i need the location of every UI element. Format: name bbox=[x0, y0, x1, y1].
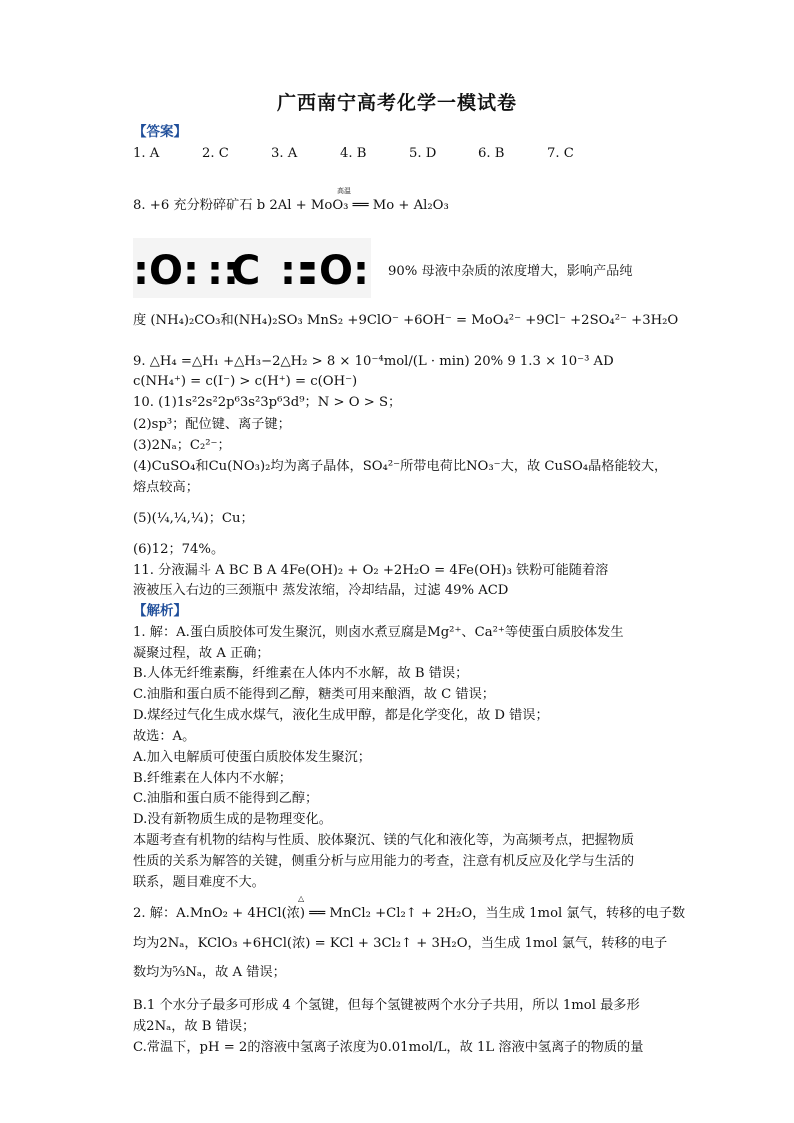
q8-line-2: 度 (NH₄)₂CO₃和(NH₄)₂SO₃ MnS₂ +9ClO⁻ +6OH⁻ = MoO₄²⁻ +9Cl⁻ +2SO₄²⁻ +3H₂O bbox=[133, 313, 679, 328]
analysis-2-line: 2. 解：A.MnO₂ + 4HCl(浓) ══ MnCl₂ +Cl₂↑ + 2H₂O，当生成 1mol 氯气，转移的电子数 bbox=[133, 906, 686, 921]
lewis-o-left: :O: bbox=[133, 248, 199, 294]
analysis-1-line: 联系，题目难度不大。 bbox=[133, 875, 265, 890]
lewis-o-right: :O: bbox=[303, 248, 369, 294]
q8-purity-note: 90% 母液中杂质的浓度增大，影响产品纯 bbox=[388, 264, 633, 279]
analysis-1-line: C.油脂和蛋白质不能得到乙醇，糖类可用来酿酒，故 C 错误； bbox=[133, 687, 495, 702]
q10-line: (4)CuSO₄和Cu(NO₃)₂均为离子晶体，SO₄²⁻所带电荷比NO₃⁻大，故 CuSO₄晶格能较大， bbox=[133, 459, 668, 474]
analysis-2-line: 数均为⁵⁄₃Nₐ，故 A 错误； bbox=[133, 965, 286, 980]
q8-reaction-condition: 高温 bbox=[337, 187, 351, 195]
q10-line: (5)(¼,¼,¼)；Cu； bbox=[133, 511, 254, 526]
analysis-2-line: B.1 个水分子最多可形成 4 个氢键，但每个氢键被两个水分子共用，所以 1mol 最多形 bbox=[133, 998, 640, 1013]
analysis-1-line: C.油脂和蛋白质不能得到乙醇； bbox=[133, 791, 319, 806]
analysis-1-line: D.没有新物质生成的是物理变化。 bbox=[133, 812, 332, 827]
answer-item: 1. A bbox=[133, 146, 160, 161]
q10-line: 熔点较高； bbox=[133, 480, 199, 495]
q10-line: 10. (1)1s²2s²2p⁶3s²3p⁶3d⁹；N > O > S； bbox=[133, 395, 402, 410]
analysis-2-line: C.常温下，pH = 2的溶液中氢离子浓度为0.01mol/L，故 1L 溶液中氢离子的物质的量 bbox=[133, 1040, 644, 1055]
analysis-1-line: B.纤维素在人体内不水解； bbox=[133, 771, 292, 786]
answer-item: 6. B bbox=[478, 146, 505, 161]
lewis-bond-left: :: bbox=[207, 248, 239, 294]
answer-item: 5. D bbox=[409, 146, 437, 161]
analysis-1-line: 故选：A。 bbox=[133, 729, 196, 744]
q11-line: 液被压入右边的三颈瓶中 蒸发浓缩，冷却结晶，过滤 49% ACD bbox=[133, 583, 509, 598]
analysis-1-line: 性质的关系为解答的关键，侧重分析与应用能力的考查，注意有机反应及化学与生活的 bbox=[133, 854, 635, 869]
analysis-2-line: 均为2Nₐ，KClO₃ +6HCl(浓) = KCl + 3Cl₂↑ + 3H₂O，当生成 1mol 氯气，转移的电子 bbox=[133, 936, 668, 951]
analysis-1-line: B.人体无纤维素酶，纤维素在人体内不水解，故 B 错误； bbox=[133, 666, 469, 681]
answer-item: 3. A bbox=[271, 146, 298, 161]
q10-line: (2)sp³；配位键、离子键； bbox=[133, 417, 291, 432]
q9-line-2: c(NH₄⁺) = c(I⁻) > c(H⁺) = c(OH⁻) bbox=[133, 374, 358, 389]
answer-item: 7. C bbox=[547, 146, 574, 161]
q8-line-1: 8. +6 充分粉碎矿石 b 2Al + MoO₃ ══ Mo + Al₂O₃ bbox=[133, 198, 449, 213]
analysis-2-line: 成2Nₐ，故 B 错误； bbox=[133, 1019, 256, 1034]
answer-item: 4. B bbox=[340, 146, 367, 161]
q11-line: 11. 分液漏斗 A BC B A 4Fe(OH)₂ + O₂ +2H₂O = 4Fe(OH)₃ 铁粉可能随着溶 bbox=[133, 563, 609, 578]
q2-reaction-condition: △ bbox=[298, 894, 305, 903]
page-title: 广西南宁高考化学一模试卷 bbox=[276, 92, 517, 114]
lewis-bond-right: :: bbox=[280, 248, 312, 294]
q10-line: (6)12；74%。 bbox=[133, 542, 225, 557]
analysis-1-line: A.加入电解质可使蛋白质胶体发生聚沉； bbox=[133, 750, 371, 765]
lewis-c: C bbox=[231, 248, 261, 294]
answers-heading: 【答案】 bbox=[133, 124, 187, 140]
q9-line-1: 9. △H₄ =△H₁ +△H₃−2△H₂ > 8 × 10⁻⁴mol/(L · min) 20% 9 1.3 × 10⁻³ AD bbox=[133, 354, 614, 369]
q10-line: (3)2Nₐ；C₂²⁻； bbox=[133, 438, 231, 453]
analysis-heading: 【解析】 bbox=[133, 603, 187, 619]
analysis-1-line: D.煤经过气化生成水煤气，液化生成甲醇，都是化学变化，故 D 错误； bbox=[133, 708, 549, 723]
analysis-1-line: 本题考查有机物的结构与性质、胶体聚沉、镁的气化和液化等，为高频考点，把握物质 bbox=[133, 833, 635, 848]
co2-lewis-structure bbox=[133, 238, 371, 298]
analysis-1-line: 凝聚过程，故 A 正确； bbox=[133, 646, 270, 661]
answer-item: 2. C bbox=[202, 146, 229, 161]
answers-row bbox=[133, 144, 673, 164]
analysis-1-line: 1. 解：A.蛋白质胶体可发生聚沉，则卤水煮豆腐是Mg²⁺、Ca²⁺等使蛋白质胶体发生 bbox=[133, 625, 624, 640]
